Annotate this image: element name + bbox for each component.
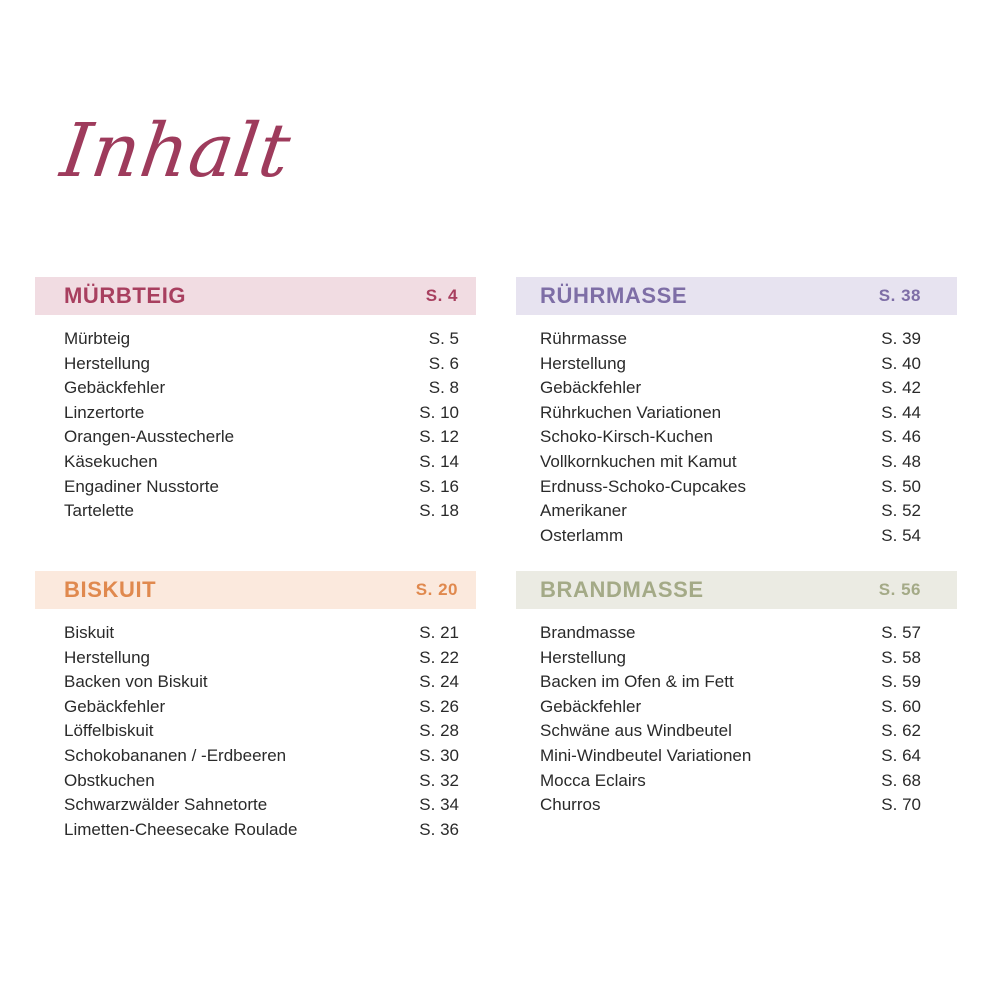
- entry-page: S. 16: [419, 476, 459, 496]
- entry-page: S. 8: [428, 378, 459, 398]
- section-page: S. 38: [878, 286, 921, 305]
- toc-entry[interactable]: [516, 646, 957, 671]
- toc-entry[interactable]: [516, 352, 957, 377]
- toc-entry[interactable]: [516, 769, 957, 794]
- entry-label: Biskuit: [64, 623, 115, 642]
- entry-label: Herstellung: [540, 647, 626, 667]
- toc-entry[interactable]: [516, 376, 957, 401]
- entry-label: Herstellung: [64, 647, 150, 667]
- entry-page: S. 68: [881, 770, 921, 790]
- entry-page: S. 12: [419, 427, 459, 447]
- toc-entry[interactable]: [516, 744, 957, 769]
- toc-entry[interactable]: [516, 719, 957, 744]
- toc-entry[interactable]: [516, 695, 957, 720]
- toc-entry[interactable]: [35, 401, 476, 426]
- toc-entry[interactable]: [516, 475, 957, 500]
- entry-page: S. 5: [428, 329, 459, 348]
- section-header[interactable]: [35, 571, 476, 609]
- entry-label: Löffelbiskuit: [64, 721, 154, 741]
- entry-label: Rührkuchen Variationen: [540, 402, 722, 422]
- entry-page: S. 10: [419, 402, 459, 422]
- toc-entry[interactable]: [516, 499, 957, 524]
- entry-page: S. 58: [881, 647, 921, 667]
- entry-page: S. 39: [881, 329, 921, 348]
- section-title: MÜRBTEIG: [64, 283, 187, 308]
- entry-label: Backen von Biskuit: [64, 672, 208, 692]
- entry-label: Schoko-Kirsch-Kuchen: [540, 427, 713, 447]
- entry-page: S. 70: [881, 795, 921, 815]
- entry-page: S. 59: [881, 672, 921, 692]
- section-muerbteig: [35, 277, 476, 524]
- entry-page: S. 34: [419, 795, 459, 815]
- toc-entry[interactable]: [516, 793, 957, 818]
- entry-page: S. 6: [428, 353, 459, 373]
- toc-entry[interactable]: [35, 769, 476, 794]
- entry-label: Erdnuss-Schoko-Cupcakes: [540, 476, 746, 496]
- entry-label: Osterlamm: [540, 525, 624, 545]
- entry-list: [516, 621, 957, 818]
- entry-label: Gebäckfehler: [540, 378, 642, 398]
- entry-page: S. 36: [419, 819, 459, 839]
- toc-entry[interactable]: [35, 352, 476, 377]
- toc-entry[interactable]: [35, 621, 476, 646]
- toc-entry[interactable]: [516, 450, 957, 475]
- entry-page: S. 64: [881, 745, 921, 765]
- entry-label: Orangen-Ausstecherle: [64, 427, 235, 447]
- entry-label: Gebäckfehler: [64, 696, 166, 716]
- toc-entry[interactable]: [35, 744, 476, 769]
- toc-entry[interactable]: [516, 327, 957, 352]
- toc-entry[interactable]: [35, 425, 476, 450]
- section-header[interactable]: [35, 277, 476, 315]
- entry-list: [35, 621, 476, 842]
- entry-label: Herstellung: [540, 353, 626, 373]
- entry-label: Mocca Eclairs: [540, 770, 646, 790]
- entry-page: S. 24: [419, 672, 459, 692]
- entry-page: S. 18: [419, 501, 459, 521]
- entry-label: Churros: [540, 795, 601, 815]
- entry-page: S. 50: [881, 476, 921, 496]
- section-header[interactable]: [516, 277, 957, 315]
- entry-label: Brandmasse: [540, 623, 636, 642]
- entry-page: S. 28: [419, 721, 459, 741]
- entry-page: S. 48: [881, 451, 921, 471]
- toc-entry[interactable]: [35, 670, 476, 695]
- entry-page: S. 30: [419, 745, 459, 765]
- entry-label: Mürbteig: [64, 329, 131, 348]
- entry-page: S. 52: [881, 501, 921, 521]
- entry-label: Schwäne aus Windbeutel: [540, 721, 732, 741]
- entry-page: S. 44: [881, 402, 921, 422]
- toc-entry[interactable]: [35, 475, 476, 500]
- toc-entry[interactable]: [35, 499, 476, 524]
- toc-entry[interactable]: [35, 793, 476, 818]
- entry-page: S. 21: [419, 623, 459, 642]
- section-header[interactable]: [516, 571, 957, 609]
- section-title: RÜHRMASSE: [540, 283, 688, 308]
- toc-entry[interactable]: [516, 425, 957, 450]
- entry-label: Tartelette: [64, 501, 134, 521]
- section-title: BISKUIT: [64, 577, 157, 602]
- entry-label: Herstellung: [64, 353, 150, 373]
- entry-label: Rührmasse: [540, 329, 627, 348]
- entry-page: S. 57: [881, 623, 921, 642]
- entry-page: S. 62: [881, 721, 921, 741]
- toc-entry[interactable]: [35, 818, 476, 843]
- entry-label: Engadiner Nusstorte: [64, 476, 219, 496]
- entry-page: S. 60: [881, 696, 921, 716]
- entry-page: S. 14: [419, 451, 459, 471]
- toc-entry[interactable]: [35, 327, 476, 352]
- section-page: S. 4: [425, 286, 458, 305]
- entry-label: Amerikaner: [540, 501, 627, 521]
- entry-label: Mini-Windbeutel Variationen: [540, 745, 752, 765]
- toc-entry[interactable]: [35, 719, 476, 744]
- toc-entry[interactable]: [35, 376, 476, 401]
- section-page: S. 56: [878, 580, 921, 599]
- section-page: S. 20: [415, 580, 458, 599]
- entry-label: Käsekuchen: [64, 451, 158, 471]
- section-ruehrmasse: [516, 277, 957, 548]
- entry-label: Backen im Ofen & im Fett: [540, 672, 734, 692]
- entry-page: S. 46: [881, 427, 921, 447]
- entry-label: Obstkuchen: [64, 770, 155, 790]
- entry-label: Vollkornkuchen mit Kamut: [540, 451, 737, 471]
- toc-entry[interactable]: [35, 450, 476, 475]
- entry-label: Linzertorte: [64, 402, 145, 422]
- entry-label: Gebäckfehler: [540, 696, 642, 716]
- entry-page: S. 54: [881, 525, 921, 545]
- toc-entry[interactable]: [516, 401, 957, 426]
- entry-page: S. 32: [419, 770, 459, 790]
- toc-entry[interactable]: [516, 670, 957, 695]
- entry-list: [516, 327, 957, 548]
- section-title: BRANDMASSE: [540, 577, 704, 602]
- entry-label: Limetten-Cheesecake Roulade: [64, 819, 298, 839]
- page-title: Inhalt: [55, 108, 297, 194]
- entry-page: S. 26: [419, 696, 459, 716]
- entry-page: S. 22: [419, 647, 459, 667]
- entry-label: Schokobananen / -Erdbeeren: [64, 745, 287, 765]
- entry-page: S. 42: [881, 378, 921, 398]
- toc-entry[interactable]: [35, 695, 476, 720]
- toc-entry[interactable]: [516, 524, 957, 549]
- entry-label: Schwarzwälder Sahnetorte: [64, 795, 268, 815]
- entry-list: [35, 327, 476, 524]
- entry-label: Gebäckfehler: [64, 378, 166, 398]
- section-brandmasse: [516, 571, 957, 818]
- entry-page: S. 40: [881, 353, 921, 373]
- toc-entry[interactable]: [35, 646, 476, 671]
- toc-entry[interactable]: [516, 621, 957, 646]
- section-biskuit: [35, 571, 476, 842]
